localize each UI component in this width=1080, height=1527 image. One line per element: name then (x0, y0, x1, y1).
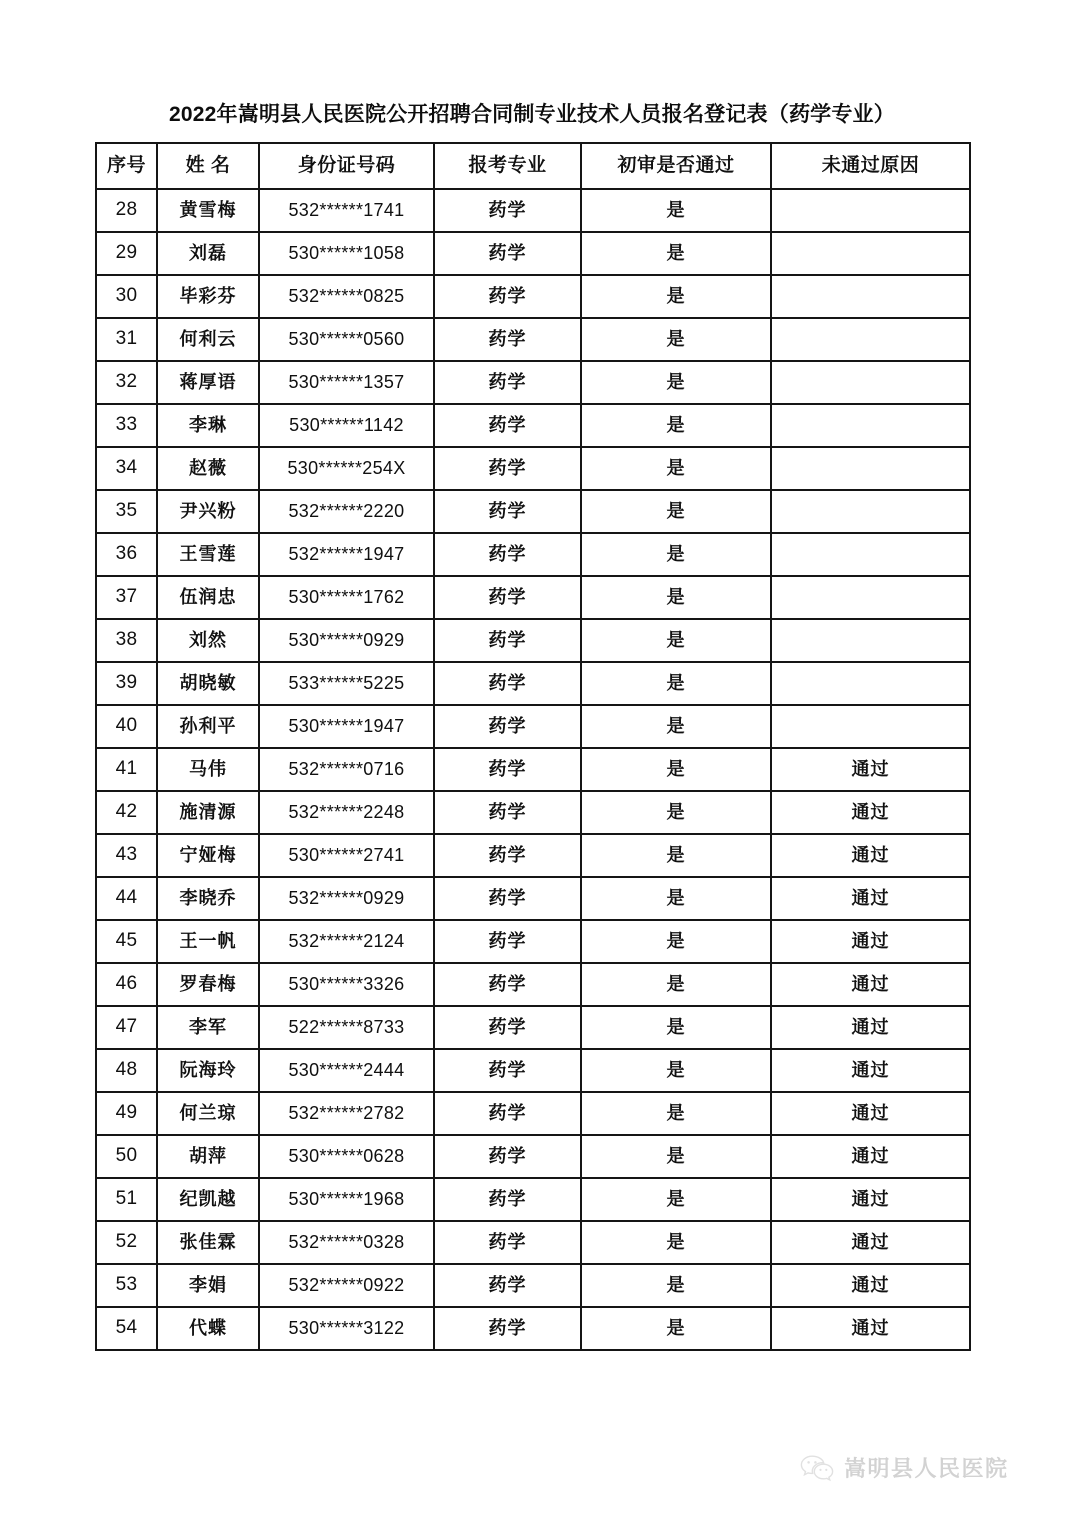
cell-id: 530******2741 (259, 834, 434, 877)
cell-major: 药学 (434, 748, 581, 791)
cell-id: 530******2444 (259, 1049, 434, 1092)
cell-major: 药学 (434, 963, 581, 1006)
cell-reason: 通过 (771, 963, 970, 1006)
table-row (96, 533, 970, 576)
cell-reason: 通过 (771, 748, 970, 791)
cell-seq: 35 (96, 490, 157, 533)
cell-passed: 是 (581, 533, 771, 576)
cell-id: 532******0328 (259, 1221, 434, 1264)
cell-passed: 是 (581, 275, 771, 318)
table-row (96, 1307, 970, 1350)
table-row (96, 361, 970, 404)
wechat-icon (800, 1454, 834, 1482)
cell-name: 李琳 (157, 404, 259, 447)
cell-major: 药学 (434, 318, 581, 361)
table-row (96, 1006, 970, 1049)
cell-seq: 32 (96, 361, 157, 404)
table-row (96, 189, 970, 232)
cell-id: 533******5225 (259, 662, 434, 705)
table-row (96, 1221, 970, 1264)
cell-seq: 42 (96, 791, 157, 834)
cell-seq: 53 (96, 1264, 157, 1307)
cell-name: 赵薇 (157, 447, 259, 490)
cell-major: 药学 (434, 447, 581, 490)
column-header-seq: 序号 (96, 143, 157, 189)
cell-major: 药学 (434, 920, 581, 963)
cell-id: 532******0716 (259, 748, 434, 791)
cell-name: 刘磊 (157, 232, 259, 275)
cell-seq: 41 (96, 748, 157, 791)
cell-reason: 通过 (771, 1092, 970, 1135)
cell-passed: 是 (581, 404, 771, 447)
cell-id: 530******1947 (259, 705, 434, 748)
cell-passed: 是 (581, 447, 771, 490)
cell-reason (771, 189, 970, 232)
cell-passed: 是 (581, 490, 771, 533)
cell-major: 药学 (434, 1049, 581, 1092)
cell-reason (771, 576, 970, 619)
cell-id: 532******2782 (259, 1092, 434, 1135)
cell-passed: 是 (581, 834, 771, 877)
cell-passed: 是 (581, 576, 771, 619)
cell-name: 伍润忠 (157, 576, 259, 619)
cell-passed: 是 (581, 963, 771, 1006)
column-header-reason: 未通过原因 (771, 143, 970, 189)
cell-reason (771, 533, 970, 576)
cell-name: 阮海玲 (157, 1049, 259, 1092)
table-row (96, 447, 970, 490)
cell-id: 532******1947 (259, 533, 434, 576)
cell-name: 宁娅梅 (157, 834, 259, 877)
cell-passed: 是 (581, 189, 771, 232)
cell-seq: 46 (96, 963, 157, 1006)
cell-id: 530******1968 (259, 1178, 434, 1221)
cell-passed: 是 (581, 748, 771, 791)
table-row (96, 1264, 970, 1307)
cell-major: 药学 (434, 1135, 581, 1178)
cell-seq: 44 (96, 877, 157, 920)
registration-table (95, 142, 971, 1351)
cell-reason: 通过 (771, 834, 970, 877)
column-header-name: 姓 名 (157, 143, 259, 189)
cell-reason: 通过 (771, 1264, 970, 1307)
cell-passed: 是 (581, 232, 771, 275)
cell-id: 530******0929 (259, 619, 434, 662)
cell-id: 532******0929 (259, 877, 434, 920)
cell-id: 530******1142 (259, 404, 434, 447)
table-row (96, 791, 970, 834)
cell-passed: 是 (581, 1006, 771, 1049)
table-row (96, 877, 970, 920)
table-header-row (96, 143, 970, 189)
cell-seq: 40 (96, 705, 157, 748)
cell-passed: 是 (581, 619, 771, 662)
table-row (96, 576, 970, 619)
cell-name: 何利云 (157, 318, 259, 361)
table-row (96, 275, 970, 318)
table-body (96, 189, 970, 1350)
cell-name: 刘然 (157, 619, 259, 662)
cell-major: 药学 (434, 1006, 581, 1049)
cell-seq: 38 (96, 619, 157, 662)
cell-name: 纪凯越 (157, 1178, 259, 1221)
table-row (96, 318, 970, 361)
cell-major: 药学 (434, 791, 581, 834)
cell-seq: 47 (96, 1006, 157, 1049)
cell-reason: 通过 (771, 791, 970, 834)
cell-name: 尹兴粉 (157, 490, 259, 533)
cell-reason (771, 662, 970, 705)
cell-major: 药学 (434, 705, 581, 748)
cell-seq: 28 (96, 189, 157, 232)
table-header (96, 143, 970, 189)
cell-name: 胡晓敏 (157, 662, 259, 705)
cell-id: 530******0628 (259, 1135, 434, 1178)
table-row (96, 619, 970, 662)
cell-name: 施清源 (157, 791, 259, 834)
cell-seq: 45 (96, 920, 157, 963)
cell-name: 王雪莲 (157, 533, 259, 576)
cell-passed: 是 (581, 1092, 771, 1135)
column-header-major: 报考专业 (434, 143, 581, 189)
cell-reason (771, 447, 970, 490)
cell-name: 何兰琼 (157, 1092, 259, 1135)
cell-passed: 是 (581, 1307, 771, 1350)
cell-name: 张佳霖 (157, 1221, 259, 1264)
cell-seq: 48 (96, 1049, 157, 1092)
cell-id: 532******2124 (259, 920, 434, 963)
cell-passed: 是 (581, 705, 771, 748)
cell-passed: 是 (581, 662, 771, 705)
brand-label: 嵩明县人民医院 (844, 1456, 1009, 1481)
cell-name: 李军 (157, 1006, 259, 1049)
table-row (96, 232, 970, 275)
cell-id: 532******0922 (259, 1264, 434, 1307)
cell-seq: 31 (96, 318, 157, 361)
cell-reason: 通过 (771, 1221, 970, 1264)
cell-major: 药学 (434, 619, 581, 662)
cell-major: 药学 (434, 1092, 581, 1135)
cell-reason: 通过 (771, 1178, 970, 1221)
table-row (96, 1178, 970, 1221)
cell-name: 代蝶 (157, 1307, 259, 1350)
cell-seq: 54 (96, 1307, 157, 1350)
cell-reason (771, 705, 970, 748)
cell-name: 李娟 (157, 1264, 259, 1307)
cell-id: 532******2248 (259, 791, 434, 834)
cell-reason: 通过 (771, 920, 970, 963)
cell-name: 蒋厚语 (157, 361, 259, 404)
cell-reason: 通过 (771, 1049, 970, 1092)
footer-brand (800, 1452, 1009, 1483)
cell-seq: 52 (96, 1221, 157, 1264)
cell-major: 药学 (434, 533, 581, 576)
cell-name: 胡萍 (157, 1135, 259, 1178)
cell-name: 孙利平 (157, 705, 259, 748)
cell-id: 530******1762 (259, 576, 434, 619)
table-row (96, 920, 970, 963)
cell-passed: 是 (581, 877, 771, 920)
cell-reason (771, 232, 970, 275)
cell-major: 药学 (434, 834, 581, 877)
table-row (96, 748, 970, 791)
cell-id: 532******2220 (259, 490, 434, 533)
cell-major: 药学 (434, 275, 581, 318)
cell-major: 药学 (434, 189, 581, 232)
cell-reason (771, 275, 970, 318)
cell-id: 522******8733 (259, 1006, 434, 1049)
cell-major: 药学 (434, 1221, 581, 1264)
cell-seq: 33 (96, 404, 157, 447)
cell-reason: 通过 (771, 1006, 970, 1049)
table-row (96, 834, 970, 877)
cell-major: 药学 (434, 490, 581, 533)
table-row (96, 662, 970, 705)
page-title: 2022年嵩明县人民医院公开招聘合同制专业技术人员报名登记表（药学专业） (169, 103, 895, 126)
cell-reason: 通过 (771, 877, 970, 920)
cell-passed: 是 (581, 920, 771, 963)
cell-passed: 是 (581, 1178, 771, 1221)
cell-seq: 50 (96, 1135, 157, 1178)
cell-id: 530******1357 (259, 361, 434, 404)
cell-passed: 是 (581, 1264, 771, 1307)
cell-major: 药学 (434, 1307, 581, 1350)
cell-major: 药学 (434, 576, 581, 619)
cell-seq: 30 (96, 275, 157, 318)
cell-passed: 是 (581, 318, 771, 361)
table-row (96, 705, 970, 748)
cell-passed: 是 (581, 361, 771, 404)
cell-reason (771, 619, 970, 662)
column-header-passed: 初审是否通过 (581, 143, 771, 189)
cell-major: 药学 (434, 877, 581, 920)
cell-major: 药学 (434, 361, 581, 404)
cell-reason (771, 361, 970, 404)
cell-major: 药学 (434, 232, 581, 275)
cell-passed: 是 (581, 1221, 771, 1264)
table-row (96, 1049, 970, 1092)
cell-name: 黄雪梅 (157, 189, 259, 232)
cell-seq: 49 (96, 1092, 157, 1135)
cell-seq: 36 (96, 533, 157, 576)
column-header-id: 身份证号码 (259, 143, 434, 189)
cell-id: 530******254X (259, 447, 434, 490)
cell-seq: 43 (96, 834, 157, 877)
table-row (96, 490, 970, 533)
table-row (96, 404, 970, 447)
cell-seq: 34 (96, 447, 157, 490)
cell-reason: 通过 (771, 1135, 970, 1178)
cell-major: 药学 (434, 1178, 581, 1221)
cell-name: 王一帆 (157, 920, 259, 963)
cell-seq: 29 (96, 232, 157, 275)
cell-reason: 通过 (771, 1307, 970, 1350)
cell-passed: 是 (581, 791, 771, 834)
cell-id: 530******3122 (259, 1307, 434, 1350)
cell-reason (771, 490, 970, 533)
cell-major: 药学 (434, 404, 581, 447)
cell-name: 罗春梅 (157, 963, 259, 1006)
cell-reason (771, 404, 970, 447)
cell-reason (771, 318, 970, 361)
cell-id: 530******1058 (259, 232, 434, 275)
table-row (96, 1092, 970, 1135)
cell-id: 532******0825 (259, 275, 434, 318)
cell-name: 马伟 (157, 748, 259, 791)
cell-seq: 37 (96, 576, 157, 619)
cell-major: 药学 (434, 662, 581, 705)
table-row (96, 1135, 970, 1178)
cell-major: 药学 (434, 1264, 581, 1307)
cell-passed: 是 (581, 1049, 771, 1092)
cell-id: 530******3326 (259, 963, 434, 1006)
cell-passed: 是 (581, 1135, 771, 1178)
cell-id: 532******1741 (259, 189, 434, 232)
cell-id: 530******0560 (259, 318, 434, 361)
cell-seq: 51 (96, 1178, 157, 1221)
cell-name: 毕彩芬 (157, 275, 259, 318)
cell-name: 李晓乔 (157, 877, 259, 920)
cell-seq: 39 (96, 662, 157, 705)
table-row (96, 963, 970, 1006)
